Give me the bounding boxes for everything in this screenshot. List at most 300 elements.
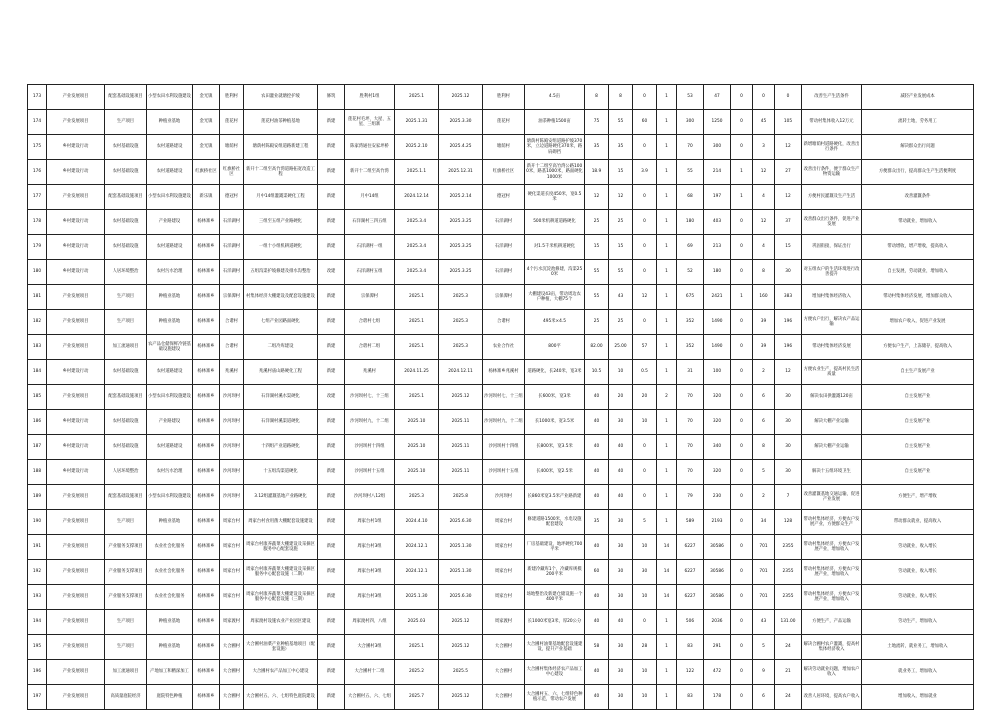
table-cell: 新建 [318, 285, 345, 310]
table-cell: 十四组产业道路硬化 [244, 435, 318, 460]
table-cell: 2024.4.10 [395, 510, 439, 535]
table-cell: 周家渡村设施农业产业园区建设 [244, 610, 318, 635]
table-cell: 石洋湖村溪渠道硬化 [244, 410, 318, 435]
table-cell: 杨林寨乡 [193, 485, 220, 510]
table-cell: 大合圃村油菜产业种植基地项目（配套设施） [244, 635, 318, 660]
table-cell: 2025.12 [439, 385, 483, 410]
table-row [28, 210, 974, 235]
table-cell: 0 [731, 560, 753, 585]
table-cell: 25 [609, 310, 633, 335]
table-cell: 2025.1.31 [395, 110, 439, 135]
table-cell: 2025.12 [439, 635, 483, 660]
table-cell: 长600米，宽3米 [525, 385, 585, 410]
table-cell: 周家渡村四、八组 [345, 610, 395, 635]
table-cell: 2025.1 [395, 335, 439, 360]
table-cell: 塘荫村 [220, 135, 244, 160]
table-cell: 周家渡村 [220, 610, 244, 635]
table-cell: 解决群众出行问题 [862, 135, 974, 160]
table-cell: 25 [585, 310, 609, 335]
table-cell: 2025.12 [439, 610, 483, 635]
table-row [28, 335, 974, 360]
table-cell: 带动村集体经济，方便农户发展产业，增加收入 [802, 560, 862, 585]
table-cell: 14 [657, 535, 677, 560]
table-cell: 0 [731, 85, 753, 110]
table-cell: 周家台村康养蔬菜大棚建设及采摘区服务中心配套设施（三期） [244, 585, 318, 610]
table-cell: 德冠村 [483, 185, 525, 210]
table-cell: 生产项目 [105, 510, 147, 535]
table-cell: 杨林寨乡 [193, 660, 220, 685]
table-row [28, 310, 974, 335]
table-cell: 40 [585, 610, 609, 635]
table-cell: 合谐村七组 [345, 310, 395, 335]
table-cell: 2025.1 [395, 635, 439, 660]
table-row [28, 510, 974, 535]
table-cell: 胜利村 [220, 85, 244, 110]
table-cell: 20 [633, 385, 657, 410]
table-cell: 40 [585, 535, 609, 560]
table-row [28, 385, 974, 410]
table-cell: 沙河坝村 [220, 485, 244, 510]
table-cell: 大合圃村五、六、七组特色种植示范，带动农户发展 [525, 685, 585, 710]
table-cell: 带动村集体经济，方便农户发展产业，方便群众生产 [802, 510, 862, 535]
table-cell: 产业发展项目 [47, 535, 105, 560]
table-cell: 40 [585, 485, 609, 510]
table-cell: 大合圃村 [220, 635, 244, 660]
table-cell: 30 [609, 535, 633, 560]
table-cell: 长400米，宽2.5米 [525, 460, 585, 485]
table-cell: 杨林寨乡 [193, 435, 220, 460]
table-cell: 减轻产业发展成本 [862, 85, 974, 110]
table-cell: 30 [775, 410, 802, 435]
table-cell: 新建 [318, 435, 345, 460]
table-cell: 4 [753, 235, 775, 260]
table-cell: 2025.2 [395, 660, 439, 685]
table-cell: 800平 [525, 335, 585, 360]
table-cell: 24 [775, 685, 802, 710]
table-cell: 5 [753, 460, 775, 485]
table-cell: 一组十小组机耕道硬化 [244, 235, 318, 260]
table-cell: 30 [775, 460, 802, 485]
table-cell: 方便农户出行，解决农产品运输 [802, 310, 862, 335]
table-cell: 新开十二组至高竹湾公路1000米，路基1000米，路面硬化1000米 [525, 160, 585, 185]
table-cell: 周家台村3组 [345, 560, 395, 585]
table-cell: 3.12组灌溉基地产业路硬化 [244, 485, 318, 510]
table-cell: 178 [704, 685, 731, 710]
table-cell: 巩固衔接，保证出行 [802, 235, 862, 260]
table-cell: 2025.6.30 [439, 585, 483, 610]
table-cell: 大合圃村油菜基地配套设施建设，提升产业基础 [525, 635, 585, 660]
table-cell: 214 [704, 160, 731, 185]
table-cell: 10 [609, 360, 633, 385]
table-cell: 1 [657, 610, 677, 635]
table-cell: 0 [731, 660, 753, 685]
table-row [28, 535, 974, 560]
table-cell: 乡村建设行动 [47, 235, 105, 260]
table-cell: 村集体经济大棚建设及配套设施建设 [244, 285, 318, 310]
table-cell: 新开十二组至高竹湾道路拓宽改造工程 [244, 160, 318, 185]
table-cell: 192 [28, 560, 47, 585]
table-cell: 55 [609, 260, 633, 285]
table-cell: 产业发展项目 [47, 585, 105, 610]
table-cell: 1 [657, 510, 677, 535]
table-cell: 6227 [677, 585, 704, 610]
table-cell: 1 [657, 435, 677, 460]
table-cell: 1 [657, 85, 677, 110]
table-cell: 40 [585, 385, 609, 410]
table-cell: 增加收入，增加就业 [862, 685, 974, 710]
table-cell: 300 [677, 110, 704, 135]
table-cell: 大合圃村 [483, 685, 525, 710]
table-cell: 农业社会化服务 [147, 535, 193, 560]
table-cell: 新增塘荫村道路硬化，改善出行条件 [802, 135, 862, 160]
table-cell: 红旗桥社区 [483, 160, 525, 185]
table-cell: 1 [657, 685, 677, 710]
table-row [28, 435, 974, 460]
table-cell: 2024.12.1 [395, 535, 439, 560]
table-cell: 24 [775, 635, 802, 660]
table-cell: 0 [633, 310, 657, 335]
table-cell: 2025.10 [395, 410, 439, 435]
table-cell: 带动村集体经济，方便农户发展产业，增加收入 [802, 585, 862, 610]
table-cell: 0 [753, 85, 775, 110]
table-cell: 种植业基地 [147, 610, 193, 635]
table-cell: 1 [657, 260, 677, 285]
table-cell: 生产项目 [105, 285, 147, 310]
table-cell: 农业社会化服务 [147, 560, 193, 585]
table-cell: 40 [585, 460, 609, 485]
table-cell: 大合圃村五、六、七组 [345, 685, 395, 710]
table-cell: 8 [753, 435, 775, 460]
table-cell: 675 [677, 285, 704, 310]
table-cell: 10 [633, 585, 657, 610]
table-cell: 产业发展项目 [47, 385, 105, 410]
table-cell: 农村道路建设 [147, 135, 193, 160]
table-cell: 新建 [318, 210, 345, 235]
table-cell: 厂房基础建设，地坪硬化700平米 [525, 535, 585, 560]
table-cell: 53 [677, 85, 704, 110]
table-cell: 加工流通项目 [105, 335, 147, 360]
table-cell: 合谐村 [483, 310, 525, 335]
table-cell: 2024.12.1 [395, 560, 439, 585]
table-cell: 30 [609, 560, 633, 585]
table-cell: 3 [753, 135, 775, 160]
table-cell: 30 [609, 585, 633, 610]
table-cell: 解决大棚产业运输 [802, 410, 862, 435]
table-cell: 15 [609, 160, 633, 185]
table-cell: 2025.8 [439, 485, 483, 510]
table-cell: 新建 [318, 310, 345, 335]
table-cell: 2025.1.30 [395, 585, 439, 610]
table-cell: 701 [753, 585, 775, 610]
table-cell: 大合圃村3组 [345, 635, 395, 660]
table-cell: 2025.6.30 [439, 510, 483, 535]
table-cell: 8 [585, 85, 609, 110]
table-cell: 周家台村 [483, 510, 525, 535]
table-row [28, 110, 974, 135]
table-cell: 新建 [318, 560, 345, 585]
table-cell: 种植业基地 [147, 310, 193, 335]
table-cell: 场地整治及新建仓储设施一个400平米 [525, 585, 585, 610]
table-cell: 方便群众出行，提高群众生产生活便利度 [862, 160, 974, 185]
table-cell: 7 [775, 485, 802, 510]
table-cell: 乡村建设行动 [47, 135, 105, 160]
table-cell: 194 [28, 610, 47, 635]
table-cell: 德冠村 [220, 185, 244, 210]
table-cell: 40 [585, 410, 609, 435]
table-cell: 1 [657, 185, 677, 210]
table-cell: 383 [775, 285, 802, 310]
table-cell: 0 [731, 685, 753, 710]
table-cell: 改善人居环境，提高农户收入 [802, 685, 862, 710]
table-cell: 30 [609, 510, 633, 535]
table-cell: 杨林寨乡 [193, 610, 220, 635]
table-cell: 1490 [704, 335, 731, 360]
table-cell: 对1.5千米机耕道硬化 [525, 235, 585, 260]
table-cell: 35 [585, 510, 609, 535]
table-cell: 塘荫村陈殿安组道路护坡370米，立边道路硬化370米，路肩砌挡 [525, 135, 585, 160]
table-cell: 30 [633, 560, 657, 585]
table-cell: 陈家湾通往安家坪桥 [345, 135, 395, 160]
table-cell: 乡村建设行动 [47, 435, 105, 460]
table-cell: 2025.3.4 [395, 235, 439, 260]
table-cell: 沙河坝村 [220, 385, 244, 410]
table-cell: 种植业基地 [147, 635, 193, 660]
table-cell: 新建 [318, 110, 345, 135]
table-cell: 带动群众就业，提高收入 [862, 510, 974, 535]
table-cell: 产业服务支撑项目 [105, 535, 147, 560]
table-cell: 硬化渠道长度450米，宽0.5米 [525, 185, 585, 210]
table-cell: 杨林寨乡 [193, 210, 220, 235]
table-cell: 产业发展项目 [47, 560, 105, 585]
table-cell: 2025.3 [395, 485, 439, 510]
table-cell: 新建 [318, 585, 345, 610]
table-cell: 油茶种植1500亩 [525, 110, 585, 135]
table-cell: 186 [28, 410, 47, 435]
table-cell: 石洋湖村一组 [345, 235, 395, 260]
table-cell: 183 [28, 335, 47, 360]
table-cell: 213 [704, 235, 731, 260]
table-cell: 改善出行条件，便于群众生产物资运输 [802, 160, 862, 185]
table-cell: 带动增收，增产增收，提高收入 [862, 235, 974, 260]
table-cell: 生产项目 [105, 110, 147, 135]
table-cell: 15 [775, 235, 802, 260]
table-cell: 自主发展产业 [862, 385, 974, 410]
table-cell: 产地加工和精深加工 [147, 660, 193, 685]
table-cell: 1 [657, 135, 677, 160]
table-cell: 大合圃村 [220, 685, 244, 710]
table-cell: 自主生产发展产业 [862, 360, 974, 385]
table-cell: 14 [657, 560, 677, 585]
table-cell: 0 [731, 410, 753, 435]
table-cell: 2025.7 [395, 685, 439, 710]
table-cell: 1490 [704, 310, 731, 335]
table-cell: 55 [609, 110, 633, 135]
table-cell: 杨林寨乡 [193, 260, 220, 285]
table-row [28, 635, 974, 660]
table-cell: 18.9 [585, 160, 609, 185]
table-cell: 周家台村 [483, 535, 525, 560]
table-cell: 自主发展产业 [862, 435, 974, 460]
table-cell: 2 [753, 485, 775, 510]
table-cell: 320 [704, 385, 731, 410]
table-cell: 乡村建设行动 [47, 360, 105, 385]
table-cell: 6 [753, 685, 775, 710]
table-cell: 解决十五组环境卫生 [802, 460, 862, 485]
table-cell: 1 [657, 235, 677, 260]
table-cell: 6 [753, 410, 775, 435]
table-cell: 15 [585, 235, 609, 260]
table-cell: 0 [633, 235, 657, 260]
table-cell: 0 [731, 460, 753, 485]
table-cell: 189 [28, 485, 47, 510]
table-cell: 沙河坝村九、十二组 [345, 410, 395, 435]
project-table-sheet [27, 84, 973, 710]
table-cell: 12 [585, 185, 609, 210]
table-cell: 塘荫村陈殿安组道路新建工程 [244, 135, 318, 160]
table-cell: 改善灌溉基地交通运输，促进产业发展 [802, 485, 862, 510]
table-cell: 莲花村 [483, 110, 525, 135]
table-cell: 2025.12.31 [439, 160, 483, 185]
table-cell: 340 [704, 435, 731, 460]
table-cell: 2025.3.4 [395, 210, 439, 235]
table-cell: 周家台村 [220, 560, 244, 585]
table-cell: 2 [657, 385, 677, 410]
table-cell: 34 [753, 510, 775, 535]
table-cell: 杨林寨乡 [193, 285, 220, 310]
table-cell: 45 [753, 110, 775, 135]
table-cell: 1 [657, 160, 677, 185]
table-cell: 0 [633, 435, 657, 460]
table-cell: 带动村集体经济发展，增加群众收入 [862, 285, 974, 310]
table-cell: 8 [609, 85, 633, 110]
table-cell: 新建 [318, 410, 345, 435]
table-cell: 173 [28, 85, 47, 110]
table-row [28, 460, 974, 485]
table-cell: 配套基础设施项目 [105, 385, 147, 410]
table-cell: 27 [775, 160, 802, 185]
table-row [28, 610, 974, 635]
table-cell: 589 [677, 510, 704, 535]
table-cell: 人居环境整治 [105, 460, 147, 485]
table-cell: 红旗桥社区 [220, 160, 244, 185]
table-cell: 周家台村康养蔬菜大棚建设及采摘区服务中心配套设施（二期） [244, 560, 318, 585]
table-cell: 6227 [677, 535, 704, 560]
table-cell: 12 [753, 210, 775, 235]
table-cell: 周家台村 [483, 560, 525, 585]
table-row [28, 185, 974, 210]
table-cell: 长1000米，宽3.5米 [525, 410, 585, 435]
table-cell: 农村道路建设 [147, 435, 193, 460]
table-cell: 合谐村二组 [345, 335, 395, 360]
table-row [28, 85, 974, 110]
table-cell: 0 [731, 260, 753, 285]
table-cell: 产业路建设 [147, 210, 193, 235]
table-row [28, 410, 974, 435]
table-cell: 2025.11 [439, 435, 483, 460]
table-cell: 庭院特色种植 [147, 685, 193, 710]
table-cell: 新建 [318, 635, 345, 660]
table-cell: 1 [657, 310, 677, 335]
table-cell: 农村基础设施 [105, 435, 147, 460]
table-cell: 68 [677, 185, 704, 210]
table-cell: 40 [609, 460, 633, 485]
table-cell: 403 [704, 210, 731, 235]
table-cell: 57 [633, 335, 657, 360]
table-cell: 30 [609, 410, 633, 435]
table-cell: 大合圃村 [483, 635, 525, 660]
table-cell: 杨林寨乡 [193, 360, 220, 385]
table-cell: 种植业基地 [147, 510, 193, 535]
table-cell: 长860米宽3.5米产业路新建 [525, 485, 585, 510]
table-cell: 新建 [318, 460, 345, 485]
table-cell: 178 [28, 210, 47, 235]
table-cell: 55 [585, 260, 609, 285]
table-cell: 带动村集体收入12万元 [802, 110, 862, 135]
table-cell: 修筑 [318, 85, 345, 110]
table-cell: 70 [677, 460, 704, 485]
table-cell: 增加村集体经济收入 [802, 285, 862, 310]
table-cell: 128 [775, 510, 802, 535]
table-cell: 187 [28, 435, 47, 460]
table-cell: 劳动就业，收入增长 [862, 585, 974, 610]
table-cell: 28 [633, 635, 657, 660]
table-cell: 2025.3 [439, 285, 483, 310]
table-cell: 2025.11 [439, 410, 483, 435]
table-cell: 181 [28, 285, 47, 310]
table-cell: 160 [753, 285, 775, 310]
table-cell: 生产项目 [105, 610, 147, 635]
table-cell: 83 [677, 685, 704, 710]
table-cell: 石洋湖村 [483, 260, 525, 285]
table-cell: 莲花村 [220, 110, 244, 135]
table-cell: 25 [585, 210, 609, 235]
table-cell: 0 [633, 185, 657, 210]
table-cell: 产业发展项目 [47, 685, 105, 710]
table-cell: 新建 [318, 660, 345, 685]
table-cell: 15 [609, 235, 633, 260]
table-cell: 196 [775, 335, 802, 360]
table-cell: 701 [753, 535, 775, 560]
table-cell: 184 [28, 360, 47, 385]
table-cell: 82.00 [585, 335, 609, 360]
table-cell: 2025.1 [395, 310, 439, 335]
table-cell: 带动就业，增加收入 [862, 210, 974, 235]
table-cell: 70 [677, 410, 704, 435]
table-cell: 291 [704, 635, 731, 660]
table-cell: 莲花村毛坪、大屋、五星、三组寨 [345, 110, 395, 135]
table-cell: 1 [731, 160, 753, 185]
table-cell: 30 [609, 660, 633, 685]
table-cell: 10 [633, 535, 657, 560]
table-cell: 2355 [775, 560, 802, 585]
table-cell: 0 [633, 485, 657, 510]
table-cell: 40 [609, 485, 633, 510]
table-row [28, 235, 974, 260]
table-cell: 月中14组 [345, 185, 395, 210]
table-cell: 14 [657, 585, 677, 610]
table-cell: 七组产业园路面硬化 [244, 310, 318, 335]
table-cell: 产业发展项目 [47, 335, 105, 360]
table-cell: 乡村建设行动 [47, 160, 105, 185]
table-cell: 胜利村 [483, 85, 525, 110]
table-cell: 产业服务支撑项目 [105, 585, 147, 610]
table-row [28, 360, 974, 385]
table-cell: 沙河坝村七、十三组 [345, 385, 395, 410]
table-cell: 100 [704, 360, 731, 385]
table-cell: 周家台村 [220, 510, 244, 535]
table-cell: 0 [731, 210, 753, 235]
table-cell: 杨林寨乡 [193, 560, 220, 585]
